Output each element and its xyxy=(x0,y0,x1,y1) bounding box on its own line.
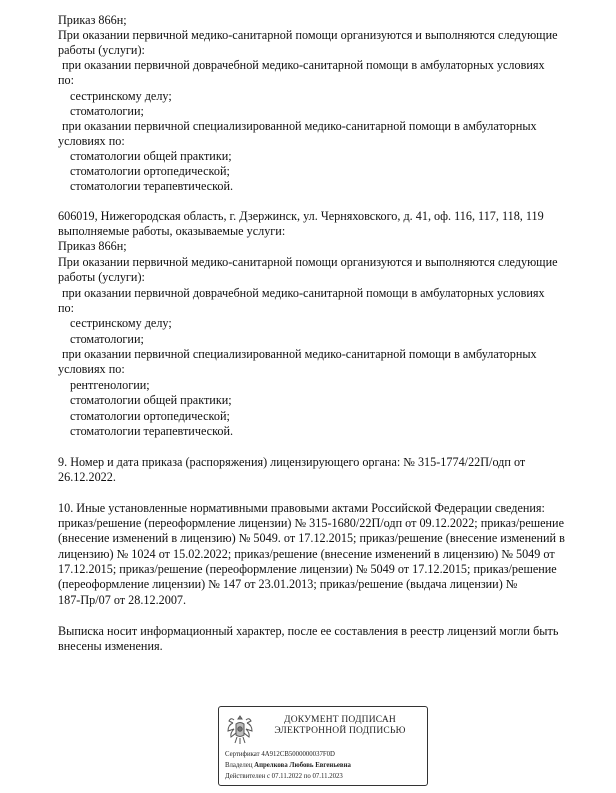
footnote-line: Выписка носит информационный характер, после ее составления в реестр лицензий могли быть xyxy=(58,624,559,638)
doc-line: рентгенологии; xyxy=(70,378,150,392)
owner-label: Владелец xyxy=(225,762,253,769)
doc-line: стоматологии терапевтической. xyxy=(70,424,234,438)
doc-line: стоматологии; xyxy=(70,104,144,118)
doc-line: при оказании первичной специализированной медико-санитарной помощи в амбулаторных xyxy=(62,347,537,361)
doc-line: работы (услуги): xyxy=(58,43,145,57)
electronic-signature-stamp xyxy=(218,706,428,786)
section-10-line: 187-Пр/07 от 28.12.2007. xyxy=(58,593,187,607)
doc-line: Приказ 866н; xyxy=(58,239,127,253)
certificate-label: Сертификат xyxy=(225,751,260,758)
section-9-line: 26.12.2022. xyxy=(58,470,116,484)
doc-line: стоматологии ортопедической; xyxy=(70,164,230,178)
doc-line: условиях по: xyxy=(58,134,125,148)
stamp-title-line: ДОКУМЕНТ ПОДПИСАН xyxy=(284,715,396,725)
doc-line: при оказании первичной доврачебной медико-санитарной помощи в амбулаторных условиях xyxy=(62,286,545,300)
valid-from: 07.11.2022 xyxy=(271,773,303,780)
section-10-line: приказ/решение (переоформление лицензии) № 315-1680/22П/одп от 09.12.2022; приказ/решение xyxy=(58,516,564,530)
doc-line: стоматологии общей практики; xyxy=(70,393,232,407)
stamp-validity xyxy=(225,773,343,781)
doc-line: стоматологии ортопедической; xyxy=(70,409,230,423)
doc-line: выполняемые работы, оказываемые услуги: xyxy=(58,224,286,238)
section-10-line: 17.12.2015; приказ/решение (переоформление лицензии) № 5049 от 17.12.2015; приказ/решение xyxy=(58,562,557,576)
doc-line: сестринскому делу; xyxy=(70,89,172,103)
doc-line: по: xyxy=(58,73,75,87)
stamp-title xyxy=(259,715,421,737)
valid-label: Действителен с xyxy=(225,773,270,780)
doc-line: работы (услуги): xyxy=(58,270,145,284)
doc-line: При оказании первичной медико-санитарной помощи организуются и выполняются следующие xyxy=(58,28,558,42)
section-10-line: (переоформление лицензии) № 147 от 23.01.2013; приказ/решение (выдача лицензии) № xyxy=(58,577,518,591)
doc-line: при оказании первичной доврачебной медико-санитарной помощи в амбулаторных условиях xyxy=(62,58,545,72)
coat-of-arms-icon xyxy=(225,713,255,747)
address-line: 606019, Нижегородская область, г. Дзержинск, ул. Черняховского, д. 41, оф. 116, 117, 118, 119 xyxy=(58,209,544,223)
stamp-title-line: ЭЛЕКТРОННОЙ ПОДПИСЬЮ xyxy=(274,726,406,736)
doc-line: сестринскому делу; xyxy=(70,316,172,330)
section-9-line: 9. Номер и дата приказа (распоряжения) лицензирующего органа: № 315-1774/22П/одп от xyxy=(58,455,526,469)
doc-line: стоматологии; xyxy=(70,332,144,346)
certificate-number: 4A912CB5000000037F0D xyxy=(261,751,335,758)
stamp-owner xyxy=(225,762,351,770)
doc-line: стоматологии общей практики; xyxy=(70,149,232,163)
valid-to: 07.11.2023 xyxy=(312,773,343,780)
owner-name: Апрелкова Любовь Евгеньевна xyxy=(254,762,351,769)
doc-line: условиях по: xyxy=(58,362,125,376)
doc-line: стоматологии терапевтической. xyxy=(70,179,234,193)
doc-line: Приказ 866н; xyxy=(58,13,127,27)
doc-line: При оказании первичной медико-санитарной помощи организуются и выполняются следующие xyxy=(58,255,558,269)
section-10-line: (внесение изменений в лицензию) № 5049. от 17.12.2015; приказ/решение (внесение изменений в xyxy=(58,531,565,545)
valid-to-label: по xyxy=(303,773,311,780)
stamp-certificate xyxy=(225,751,335,759)
doc-line: по: xyxy=(58,301,75,315)
section-10-line: лицензию) № 1024 от 15.02.2022; приказ/решение (внесение изменений в лицензию) № 5049 от xyxy=(58,547,555,561)
section-10-line: 10. Иные установленные нормативными правовыми актами Российской Федерации сведения: xyxy=(58,501,545,515)
footnote-line: внесены изменения. xyxy=(58,639,163,653)
doc-line: при оказании первичной специализированной медико-санитарной помощи в амбулаторных xyxy=(62,119,537,133)
